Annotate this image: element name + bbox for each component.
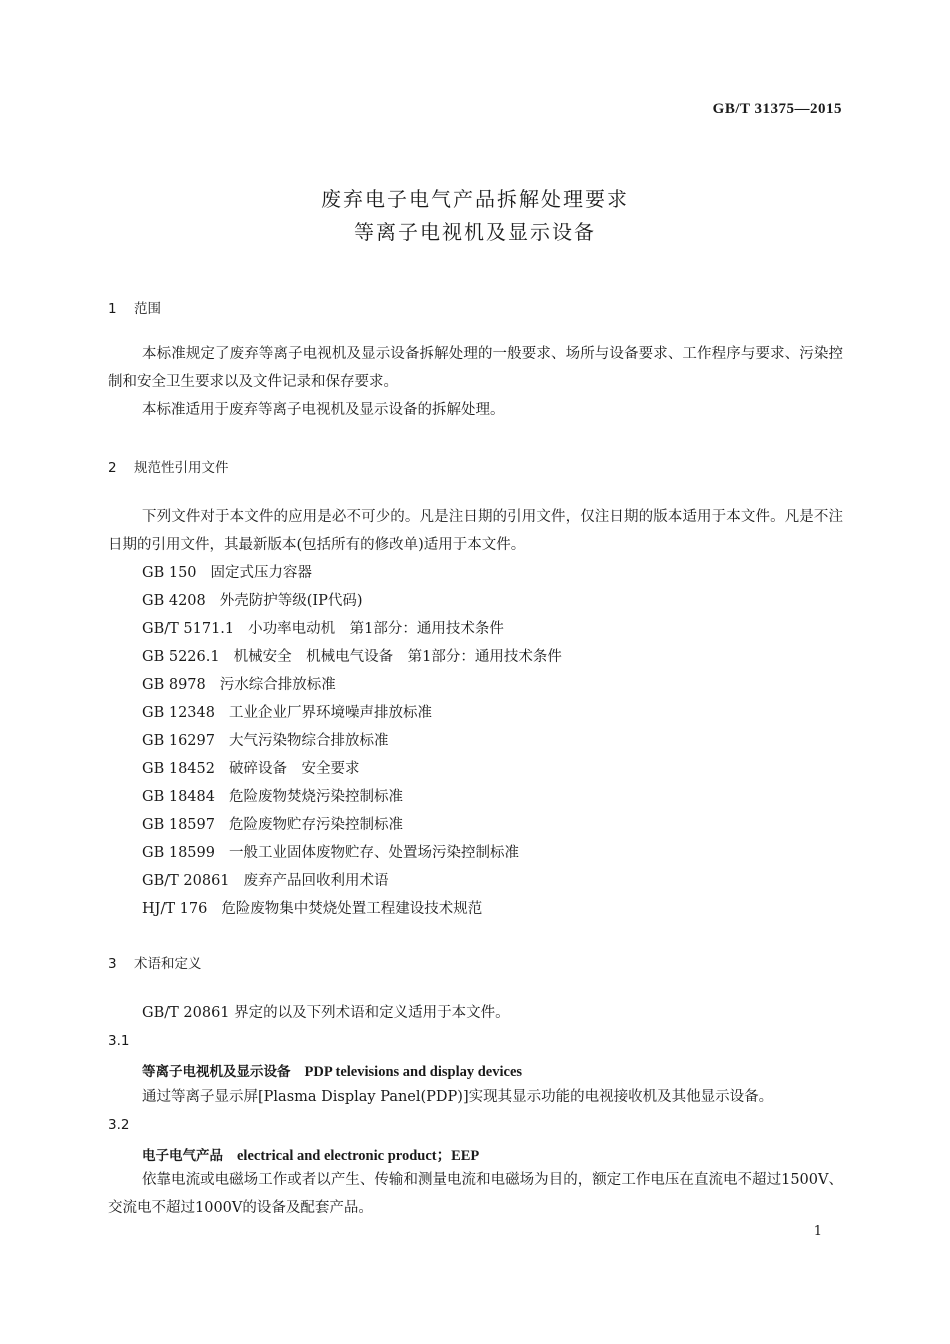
section-1-title: 范围 [134,301,161,317]
reference-title: 一般工业固体废物贮存、处置场污染控制标准 [228,845,519,861]
reference-item [142,839,519,867]
section-2-number: 2 [108,460,117,476]
reference-code: GB 18484 [142,789,215,805]
reference-item [142,587,363,615]
term-name-en: electrical and electronic product；EEP [237,1148,480,1164]
term-name-en: PDP televisions and display devices [304,1064,523,1080]
reference-code: HJ/T 176 [142,901,208,917]
term-name [142,1144,479,1165]
reference-item [142,895,482,923]
section-2-title: 规范性引用文件 [134,460,229,476]
section-3-heading [108,952,202,972]
term-name-cn: 电子电气产品 [142,1148,223,1164]
reference-code: GB 18597 [142,817,215,833]
term-definition: 通过等离子显示屏[Plasma Display Panel(PDP)]实现其显示功能的电视接收机及其他显示设备。 [142,1089,774,1105]
reference-code: GB 18599 [142,845,215,861]
reference-code: GB 5226.1 [142,649,220,665]
section-3-number: 3 [108,956,117,972]
section-1-paragraph-1: 本标准规定了废弃等离子电视机及显示设备拆解处理的一般要求、场所与设备要求、工作程序与要求、污染控制和安全卫生要求以及文件记录和保存要求。 [108,346,843,390]
reference-code: GB 4208 [142,593,206,609]
page-number: 1 [813,1224,822,1239]
reference-code: GB 16297 [142,733,215,749]
reference-item [142,643,562,671]
reference-item [142,559,312,587]
reference-title: 污水综合排放标准 [219,677,336,693]
reference-item [142,671,336,699]
reference-title: 废弃产品回收利用术语 [243,873,389,889]
reference-title: 工业企业厂界环境噪声排放标准 [228,705,432,721]
term-definition: 依靠电流或电磁场工作或者以产生、传输和测量电流和电磁场为目的，额定工作电压在直流电不超过1500V、交流电不超过1000V的设备及配套产品。 [108,1172,843,1216]
term-number: 3.1 [108,1033,130,1049]
document-title-line-1: 废弃电子电气产品拆解处理要求 [321,187,629,211]
reference-code: GB 150 [142,565,197,581]
section-2-heading [108,456,229,476]
document-title-line-2: 等离子电视机及显示设备 [354,220,596,244]
reference-item [142,755,359,783]
reference-item [142,811,403,839]
reference-title: 外壳防护等级(IP代码) [219,593,363,609]
section-2-intro: 下列文件对于本文件的应用是必不可少的。凡是注日期的引用文件，仅注日期的版本适用于本文件。凡是不注日期的引用文件，其最新版本(包括所有的修改单)适用于本文件。 [108,509,843,553]
reference-code: GB/T 5171.1 [142,621,235,637]
reference-code: GB/T 20861 [142,873,230,889]
reference-item [142,615,504,643]
term-number: 3.2 [108,1117,130,1133]
reference-title: 危险废物焚烧污染控制标准 [228,789,403,805]
reference-item [142,783,403,811]
section-1-paragraph-2: 本标准适用于废弃等离子电视机及显示设备的拆解处理。 [142,402,505,418]
reference-item [142,727,388,755]
reference-title: 固定式压力容器 [210,565,313,581]
reference-title: 机械安全 机械电气设备 第1部分：通用技术条件 [233,649,562,665]
section-1-number: 1 [108,301,117,317]
reference-code: GB 12348 [142,705,215,721]
reference-code: GB 8978 [142,677,206,693]
section-3-title: 术语和定义 [134,956,202,972]
reference-title: 小功率电动机 第1部分：通用技术条件 [248,621,504,637]
reference-item [142,867,389,895]
reference-title: 破碎设备 安全要求 [228,761,360,777]
term-name-cn: 等离子电视机及显示设备 [142,1064,291,1080]
standard-code: GB/T 31375—2015 [712,101,842,117]
reference-title: 危险废物集中焚烧处置工程建设技术规范 [221,901,483,917]
reference-item [142,699,432,727]
reference-code: GB 18452 [142,761,215,777]
section-3-intro: GB/T 20861 界定的以及下列术语和定义适用于本文件。 [142,1005,510,1021]
term-name [142,1060,522,1081]
reference-title: 危险废物贮存污染控制标准 [228,817,403,833]
section-1-heading [108,297,161,317]
reference-title: 大气污染物综合排放标准 [228,733,389,749]
